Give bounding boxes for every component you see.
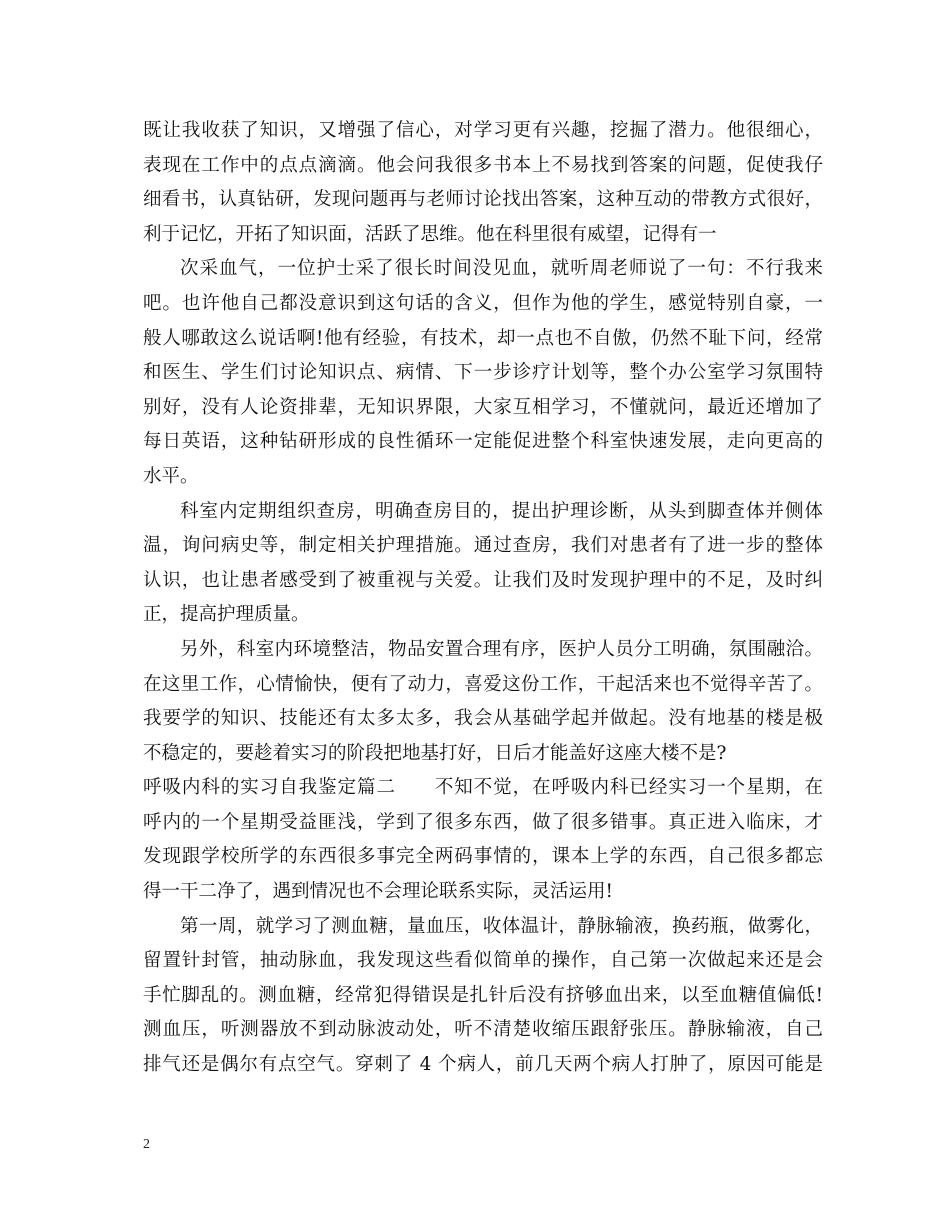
text-line: 认识，也让患者感受到了被重视与关爱。让我们及时发现护理中的不足，及时纠: [143, 569, 823, 591]
text-line: 利于记忆，开拓了知识面，活跃了思维。他在科里很有威望，记得有一: [143, 223, 717, 245]
text-line: 次采血气，一位护士采了很长时间没见血，就听周老师说了一句：不行我来: [180, 258, 823, 280]
text-line: 排气还是偶尔有点空气。穿刺了 4 个病人，前几天两个病人打肿了，原因可能是: [143, 1054, 823, 1076]
page-number: 2: [143, 1137, 150, 1152]
text-line: 表现在工作中的点点滴滴。他会问我很多书本上不易找到答案的问题，促使我仔: [143, 154, 823, 176]
text-line: 别好，没有人论资排辈，无知识界限，大家互相学习，不懂就问，最近还增加了: [143, 396, 823, 418]
text-line: 得一干二净了，遇到情况也不会理论联系实际，灵活运用!: [143, 881, 613, 903]
text-line: 吧。也许他自己都没意识到这句话的含义，但作为他的学生，感觉特别自豪，一: [143, 292, 823, 314]
text-line: 温，询问病史等，制定相关护理措施。通过查房，我们对患者有了进一步的整体: [143, 535, 823, 557]
text-line: 细看书，认真钻研，发现问题再与老师讨论找出答案，这种互动的带教方式很好，: [143, 189, 823, 211]
text-line: 测血压，听测器放不到动脉波动处，听不清楚收缩压跟舒张压。静脉输液，自己: [143, 1019, 823, 1041]
text-line: 在这里工作，心情愉快，便有了动力，喜爱这份工作，干起活来也不觉得辛苦了。: [143, 673, 823, 695]
text-line: 留置针封管，抽动脉血，我发现这些看似简单的操作，自己第一次做起来还是会: [143, 950, 823, 972]
text-line: 既让我收获了知识，又增强了信心，对学习更有兴趣，挖掘了潜力。他很细心，: [143, 120, 823, 141]
text-line: 不稳定的，要趁着实习的阶段把地基打好，日后才能盖好这座大楼不是?: [143, 742, 727, 764]
text-line: 呼内的一个星期受益匪浅，学到了很多东西，做了很多错事。真正进入临床，才: [143, 811, 823, 833]
text-line: 正，提高护理质量。: [143, 604, 310, 626]
text-line: 水平。: [143, 465, 199, 487]
text-line: 手忙脚乱的。测血糖，经常犯得错误是扎针后没有挤够血出来，以至血糖值偏低!: [143, 984, 823, 1006]
text-line: 科室内定期组织查房，明确查房目的，提出护理诊断，从头到脚查体并侧体: [180, 500, 823, 522]
text-line: 每日英语，这种钻研形成的良性循环一定能促进整个科室快速发展，走向更高的: [143, 431, 823, 453]
body-text: [143, 114, 823, 1083]
text-line: 另外，科室内环境整洁，物品安置合理有序，医护人员分工明确，氛围融洽。: [180, 638, 823, 660]
text-line: 我要学的知识、技能还有太多太多，我会从基础学起并做起。没有地基的楼是极: [143, 708, 823, 730]
text-line: 第一周，就学习了测血糖，量血压，收体温计，静脉输液，换药瓶，做雾化，: [180, 915, 823, 937]
text-line: 和医生、学生们讨论知识点、病情、下一步诊疗计划等，整个办公室学习氛围特: [143, 362, 823, 384]
text-line: 呼吸内科的实习自我鉴定篇二 不知不觉，在呼吸内科已经实习一个星期，在: [143, 777, 823, 799]
text-line: 般人哪敢这么说话啊!他有经验，有技术，却一点也不自傲，仍然不耻下问，经常: [143, 327, 823, 349]
text-line: 发现跟学校所学的东西很多事完全两码事情的，课本上学的东西，自己很多都忘: [143, 846, 823, 868]
